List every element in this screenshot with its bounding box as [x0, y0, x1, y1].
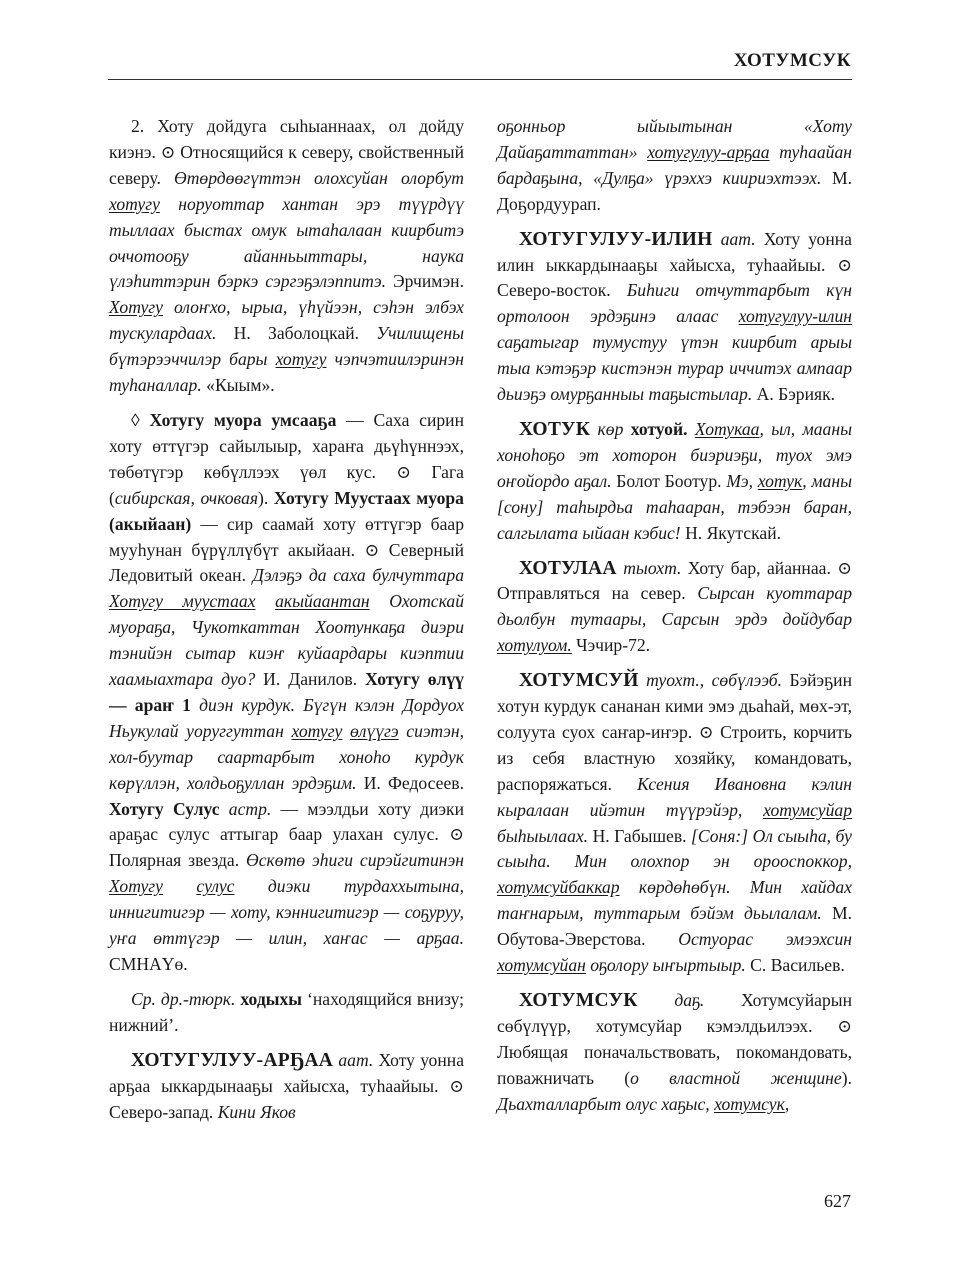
- entry-paragraph: ХОТУМСУЙ туохт., сөбүлээб. Бэйэҕин хотун курдук сананан кими эмэ дьаһай, мөх-эт, солуута суох саҥар-иҥэр. ⊙ Строить, корчить из себя властную хозяйку, командовать, распоряжаться. Ксения Ивановна кэлин кыралаан ийэтин түүрэйэр, хотумсуйар быһыылаах. Н. Габышев. [Соня:] Ол сыыһа, бу сыыһа. Мин олохпор эн орооспоккор, хотумсуйбаккар көрдөһөбүн. Мин хайдах таҥнарым, туттарым бэйэм дьылалам. М. Обутова-Эверстова. Остуорас эмээхсин хотумсуйан оҕолору ыҥыртыыр. С. Васильев.: [497, 670, 853, 976]
- entry-paragraph: ХОТУГУЛУУ-АРҔАА аат. Хоту уонна арҕаа ыккардынааҕы хайысха, туһаайыы. ⊙ Северо-запад. Кини Яков: [109, 1049, 464, 1122]
- page-number: 627: [824, 1191, 851, 1211]
- entry-paragraph: ХОТУГУЛУУ-ИЛИН аат. Хоту уонна илин ыккардынааҕы хайысха, туһаайыы. ⊙ Северо-восток. Биһиги отчуттарбыт күн ортолоон эрдэҕинэ алаас хотугулуу-илин саҕатыгар тумустуу үтэн киирбит арыы тыа кэтэҕэр кистэнэн турар иччитэх ампаар дьиэҕэ омурҕанныы таҕыстылар. А. Бэрияк.: [497, 228, 853, 405]
- entry-paragraph: оҕонньор ыйыытынан «Хоту Дайаҕаттаттан» хотугулуу-арҕаа туһаайан бардаҕына, «Дулҕа» үрэххэ киириэхтээх. М. Доҕордуурап.: [497, 116, 852, 214]
- right-column: [497, 114, 852, 1127]
- header-rule: [108, 79, 852, 80]
- left-column: [109, 114, 464, 1134]
- etymology-paragraph: Ср. др.-тюрк. ходыхы ‘находящийся внизу; нижний’.: [109, 988, 464, 1035]
- entry-paragraph: ХОТУЛАА тыохт. Хоту бар, айаннаа. ⊙ Отправляться на север. Сырсан куоттарар дьолбун тутаары, Сарсын эрдэ дойдубар хотулуом. Чэчир-72.: [497, 557, 852, 656]
- entry-paragraph: ХОТУК көр хотуой. Хотукаа, ыл, мааны хоноһоҕо эт хоторон биэриэҕи, туох эмэ оҥойордо аҕал. Болот Боотур. Мэ, хотук, маны [сону] таһырдьа таһааран, тэбээн баран, салгылата ыйаан кэбис! Н. Якутскай.: [497, 418, 852, 543]
- running-header: ХОТУМСУК: [733, 50, 851, 71]
- entry-paragraph: ◊ Хотугу муора умсааҕа — Саха сирин хоту өттүгэр сайылыыр, хараҥа дьүһүннээх, төбөтүгэр көбүллээх үөл кус. ⊙ Гага (сибирская, очковая). Хотугу Муустаах муора (акыйаан) — сир саамай хоту өттүгэр баар мууһунан бүрүллүбүт акыйаан. ⊙ Северный Ледовитый океан. Дэлэҕэ да саха булчуттара Хотугу муустаах акыйаантан Охотскай муораҕа, Чукоткаттан Хоотункаҕа диэри тэнийэн сытар киэҥ куйаардары киэптии хаамыахтара дуо? И. Данилов. Хотугу өлүү — араҥ 1 диэн курдук. Бүгүн кэлэн Дордуох Ньукулай уоруггуттан хотугу өлүүгэ сиэтэн, хол-буутар саартарбыт хоноһо курдук көрүллэн, холдьоҕуллан эрдэҕим. И. Федосеев. Хотугу Сулус астр. — мээлдьи хоту диэки араҕас сулус аттыгар баар улахан сулус. ⊙ Полярная звезда. Өскөтө эһиги сирэйгитинэн Хотугу сулус диэки турдаххытына, иннигитигэр — хоту, кэннигитигэр — соҕуруу, уҥа өттүгэр — илин, хаҥас — арҕаа. СМНАҮө.: [109, 409, 465, 974]
- entry-paragraph: 2. Хоту дойдуга сыһыаннаах, ол дойду киэнэ. ⊙ Относящийся к северу, свойственный северу. Өтөрдөөгүттэн олохсуйан олорбут хотугу норуоттар хантан эрэ түүрдүү тыллаах быстах омук ытаһалаан киирбитэ оччотооҕу айанньыттары, наука үлэһиттэрин бэркэ сэргэҕэлэппитэ. Эрчимэн. Хотугу олоҥхо, ырыа, үһүйээн, сэһэн элбэх тускулардаах. Н. Заболоцкай. Училищены бүтэрээччилэр бары хотугу чэпчэтиилэринэн туһаналлар. «Кыым».: [109, 116, 464, 396]
- entry-paragraph: ХОТУМСУК даҕ. Хотумсуйарын сөбүлүүр, хотумсуйар кэмэлдьилээх. ⊙ Любящая поначальствовать, покомандовать, поважничать (о властной женщине). Дьахталларбыт олус хаҕыс, хотумсук,: [497, 990, 852, 1114]
